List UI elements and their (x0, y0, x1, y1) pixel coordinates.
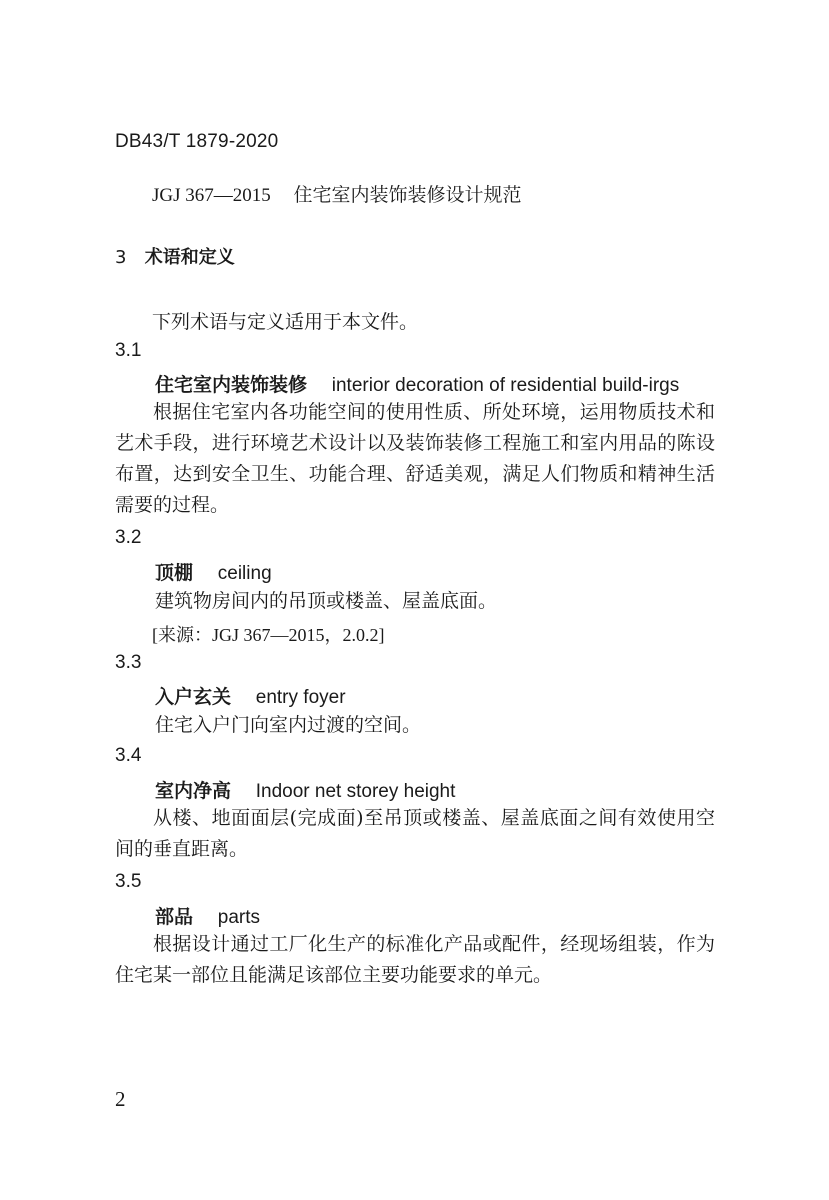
term-entry (155, 370, 679, 397)
term-entry (155, 558, 272, 585)
term-english: ceiling (217, 563, 272, 584)
term-chinese: 住宅室内装饰装修 (155, 374, 308, 396)
normative-reference (152, 180, 522, 207)
term-entry (155, 902, 260, 929)
section-heading (115, 243, 235, 269)
term-chinese: 室内净高 (155, 780, 232, 802)
term-chinese: 顶棚 (155, 562, 194, 584)
term-entry (155, 776, 455, 803)
term-definition: 住宅入户门向室内过渡的空间。 (155, 714, 422, 736)
term-english: interior decoration of residential build-irgs (331, 375, 680, 396)
clause-number: 3.4 (115, 745, 142, 766)
term-definition: 根据住宅室内各功能空间的使用性质、所处环境，运用物质技术和艺术手段，进行环境艺术设计以及装饰装修工程施工和室内用品的陈设布置，达到安全卫生、功能合理、舒适美观，满足人们物质和精神生活需要的过程。 (115, 401, 715, 516)
term-source: [来源：JGJ 367—2015，2.0.2] (152, 625, 385, 645)
term-definition: 从楼、地面面层(完成面)至吊顶或楼盖、屋盖底面之间有效使用空间的垂直距离。 (115, 807, 715, 860)
clause-number: 3.5 (115, 871, 142, 892)
term-definition: 根据设计通过工厂化生产的标准化产品或配件，经现场组装，作为住宅某一部位且能满足该部位主要功能要求的单元。 (115, 933, 715, 986)
term-chinese: 部品 (155, 906, 194, 928)
section-title: 术语和定义 (144, 247, 235, 268)
term-english: Indoor net storey height (255, 781, 456, 802)
reference-code: JGJ 367—2015 (152, 185, 271, 206)
clause-number: 3.3 (115, 652, 142, 673)
section-number: 3 (115, 247, 127, 268)
term-chinese: 入户玄关 (155, 686, 232, 708)
term-definition: 建筑物房间内的吊顶或楼盖、屋盖底面。 (155, 590, 498, 612)
term-english: entry foyer (255, 687, 346, 708)
section-intro: 下列术语与定义适用于本文件。 (152, 311, 419, 333)
clause-number: 3.2 (115, 527, 142, 548)
page-number: 2 (115, 1087, 126, 1111)
reference-title: 住宅室内装饰装修设计规范 (293, 185, 522, 206)
clause-number: 3.1 (115, 340, 142, 361)
term-entry (155, 682, 346, 709)
standard-code: DB43/T 1879-2020 (115, 131, 279, 152)
term-english: parts (217, 907, 261, 928)
